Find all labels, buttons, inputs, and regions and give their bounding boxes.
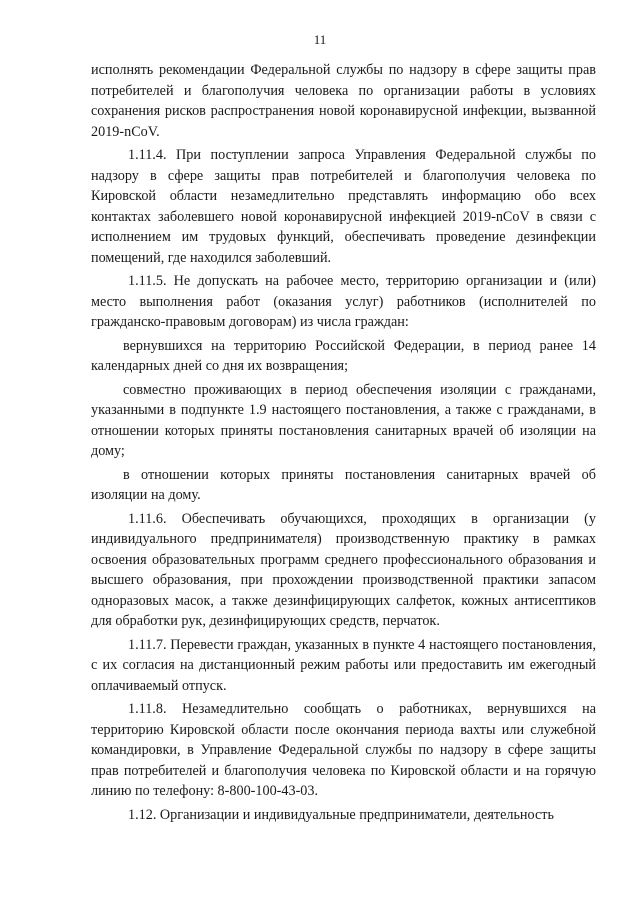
paragraph-1-11-8: 1.11.8. Незамедлительно сообщать о работниках, вернувшихся на территорию Кировской области после окончания периода вахты или служебной командировки, в Управление Федеральной службы по надзору в сфере защиты прав потребителей и благополучия человека по Кировской области и на горячую линию по телефону: 8-800-100-43-03.	[91, 701, 596, 799]
paragraph-1-11-7: 1.11.7. Перевести граждан, указанных в пункте 4 настоящего постановления, с их согласия на дистанционный режим работы или предоставить им ежегодный оплачиваемый отпуск.	[91, 636, 596, 694]
document-body	[91, 60, 596, 825]
paragraph-continuation: исполнять рекомендации Федеральной службы по надзору в сфере защиты прав потребителей и благополучия человека по организации работы в условиях сохранения рисков распространения новой коронавирусной инфекции, вызванной 2019-nCoV.	[91, 62, 596, 140]
list-item-cohabiting: совместно проживающих в период обеспечения изоляции с гражданами, указанными в подпункте 1.9 настоящего постановления, а также с гражданами, в отношении которых приняты постановления санитарных врачей об изоляции на дому;	[91, 381, 596, 459]
paragraph-1-12: 1.12. Организации и индивидуальные предприниматели, деятельность	[128, 806, 554, 823]
page-number: 11	[313, 32, 327, 47]
list-item-returned: вернувшихся на территорию Российской Федерации, в период ранее 14 календарных дней со дня их возвращения;	[91, 337, 596, 374]
paragraph-1-11-4: 1.11.4. При поступлении запроса Управления Федеральной службы по надзору в сфере защиты прав потребителей и благополучия человека по Кировской области незамедлительно представлять информацию обо всех контактах заболевшего новой коронавирусной инфекцией 2019-nCoV в связи с исполнением им трудовых функций, обеспечивать проведение дезинфекции помещений, где находился заболевший.	[91, 147, 596, 266]
paragraph-1-11-6: 1.11.6. Обеспечивать обучающихся, проходящих в организации (у индивидуального предпринимателя) производственную практику в рамках освоения образовательных программ среднего профессионального образования и высшего образования, при прохождении производственной практики запасом одноразовых масок, а также дезинфицирующих салфеток, кожных антисептиков для обработки рук, дезинфицирующих средств, перчаток.	[91, 510, 596, 629]
list-item-isolation: в отношении которых приняты постановления санитарных врачей об изоляции на дому.	[91, 466, 596, 503]
paragraph-1-11-5: 1.11.5. Не допускать на рабочее место, территорию организации и (или) место выполнения работ (оказания услуг) работников (исполнителей по гражданско-правовым договорам) из числа граждан:	[91, 273, 596, 330]
